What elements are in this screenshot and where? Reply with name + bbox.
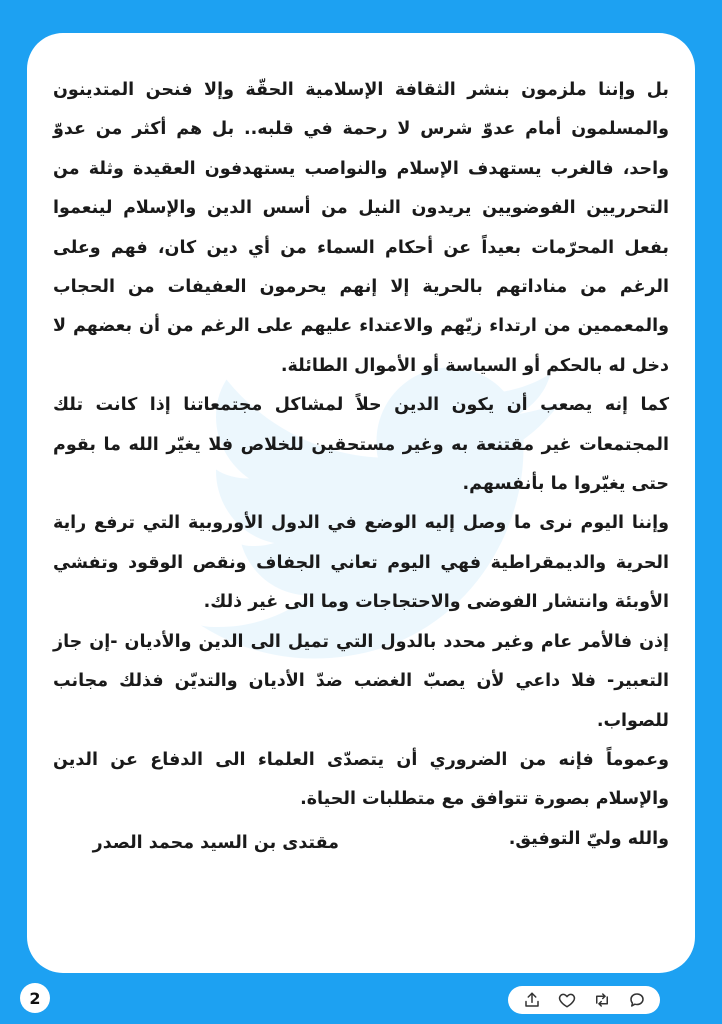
paragraph: وعموماً فإنه من الضروري أن يتصدّى العلماء الى الدفاع عن الدين والإسلام بصورة تتوافق مع متطلبات الحياة. <box>53 749 669 810</box>
signature: مقتدى بن السيد محمد الصدر <box>92 833 339 853</box>
article-body <box>53 71 669 859</box>
share-icon <box>523 991 541 1009</box>
action-bar <box>508 986 660 1014</box>
reply-button[interactable] <box>626 989 648 1011</box>
page-number: 2 <box>20 983 50 1013</box>
heart-icon <box>558 991 576 1009</box>
document-card <box>27 33 695 973</box>
paragraph: كما إنه يصعب أن يكون الدين حلاً لمشاكل مجتمعاتنا إذا كانت تلك المجتمعات غير مقتنعة به وغير مستحقين للخلاص فلا يغيّر الله ما بقوم حتى يغيّروا ما بأنفسهم. <box>53 395 669 495</box>
retweet-icon <box>593 991 611 1009</box>
paragraph: وإننا اليوم نرى ما وصل إليه الوضع في الدول الأوروبية التي ترفع راية الحرية والديمقراطية فهي اليوم تعاني الجفاف ونقص الوقود وتفشي الأوبئة وانتشار الفوضى والاحتجاجات وما الى غير ذلك. <box>53 513 669 613</box>
paragraph: إذن فالأمر عام وغير محدد بالدول التي تميل الى الدين والأديان -إن جاز التعبير- فلا داعي لأن يصبّ الغضب ضدّ الأديان والتديّن فذلك مجانب للصواب. <box>53 631 669 731</box>
like-button[interactable] <box>556 989 578 1011</box>
reply-icon <box>628 991 646 1009</box>
retweet-button[interactable] <box>591 989 613 1011</box>
share-button[interactable] <box>521 989 543 1011</box>
paragraph: بل وإننا ملزمون بنشر الثقافة الإسلامية الحقّة وإلا فنحن المتدينون والمسلمون أمام عدوّ شرس لا رحمة في قلبه.. بل هم أكثر من عدوّ واحد، فالغرب يستهدف الإسلام والنواصب يستهدفون العقيدة وثلة من التحرريين الفوضويين يريدون النيل من أسس الدين والإسلام لينعموا بفعل المحرّمات بعيداً عن أحكام السماء من أي دين كان، فهم وعلى الرغم من مناداتهم بالحرية إلا إنهم يحرمون العفيفات من الحجاب والمعممين من ارتداء زيّهم والاعتداء عليهم على الرغم من أن بعضهم لا دخل له بالحكم أو السياسة أو الأموال الطائلة. <box>53 80 669 376</box>
paragraph: والله وليّ التوفيق. <box>508 828 669 849</box>
